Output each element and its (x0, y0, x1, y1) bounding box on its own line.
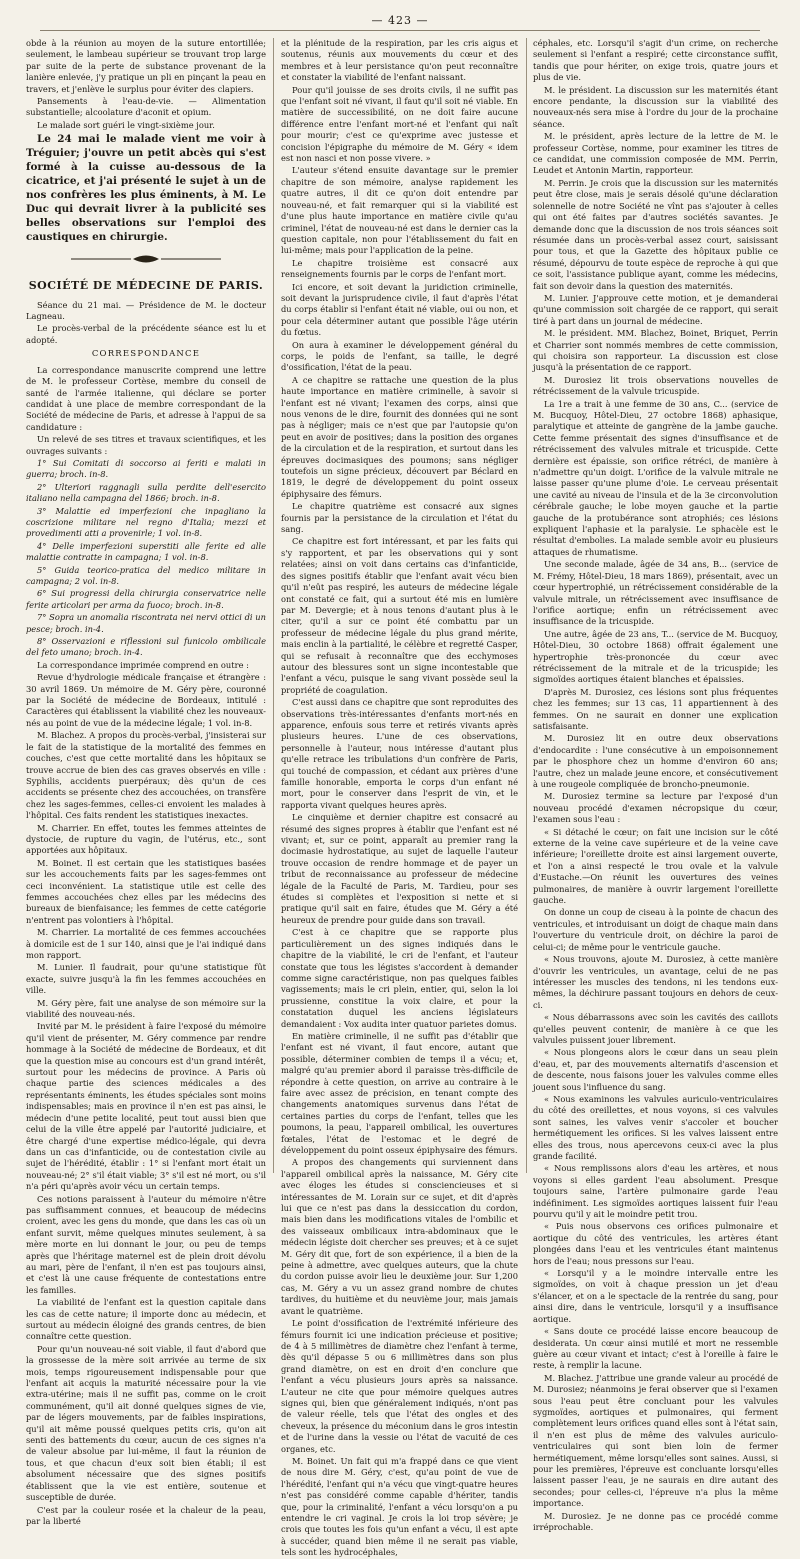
list-item: 3° Malattie ed imperfezioni che inpagliano la coscrizione militare nel regno d'Italia; mezzi et provedimenti atti a provenirle; 1 vol. in-8. (26, 505, 266, 539)
paragraph: M. Boinet. Il est certain que les statistiques basées sur les accouchements faits par les sages-femmes ont ceci inconvénient. La statistique utile est celle des femmes accouchées chez elles par les médecins des bureaux de bienfaisance; les femmes de cette catégorie n'entrent pas volontiers à l'hôpital. (26, 857, 266, 925)
paragraph: « Nous plongeons alors le cœur dans un seau plein d'eau, et, par des mouvements alternatifs d'ascension et de descente, nous faisons jouer les valvules comme elles jouent sous l'influence du sang. (533, 1047, 778, 1092)
paragraph: « Puis nous observons ces orifices pulmonaire et aortique du côté des ventricules, les artères étant plongées dans l'eau et les ventricules étant maintenus hors de l'eau; nous pressons sur l'eau. (533, 1221, 778, 1266)
paragraph: « Nous examinons les valvules auriculo-ventriculaires du côté des oreillettes, et nous voyons, si ces valvules sont saines, les valves venir s'accoler et boucher hermétiquement les orifices. Si les valves laissent entre elles des trous, nous apercevons ceux-ci avec la plus grande facilité. (533, 1093, 778, 1161)
paragraph: M. le président, après lecture de la lettre de M. le professeur Cortèse, nomme, pour examiner les titres de ce candidat, une commission composée de MM. Perrin, Leudet et Antonin Martin, rapporteur. (533, 131, 778, 176)
paragraph: Ici encore, et soit devant la juridiction criminelle, soit devant la jurisprudence civile, il faut d'après l'état du corps établir si l'enfant était né viable, oui ou non, et pour cela déterminer autant que possible l'âge utérin du fœtus. (281, 281, 518, 338)
paragraph: La 1re a trait à une femme de 30 ans, C... (service de M. Bucquoy, Hôtel-Dieu, 27 octobre 1868) aphasique, paralytique et atteinte de gangrène de la jambe gauche. Cette femme présentait des signes d'insuffisance et de rétrécissement des valvules mitrale et tricuspide. Cette dernière est épaissie, son orifice rétréci, de manière à n'admettre qu'un doigt. L'orifice de la valvule mitrale ne laisse passer qu'une plume d'oie. Le cerveau présentait une cavité au niveau de l'insula et de la 3e circonvolution cérébrale gauche; le lobe moyen gauche et la partie gauche de la protubérance sont atrophiés; ces lésions expliquent l'aphasie et la paralysie. Le sphacèle est le résultat d'embolies. La malade semble avoir eu plusieurs attaques de rhumatisme. (533, 398, 778, 557)
paragraph: On donne un coup de ciseau à la pointe de chacun des ventricules, et introduisant un doigt de chaque main dans l'ouverture du ventricule droit, on déchire la paroi de celui-ci; de même pour le ventricule gauche. (533, 907, 778, 952)
paragraph: M. Boinet. Un fait qui m'a frappé dans ce que vient de nous dire M. Géry, c'est, qu'au point de vue de l'hérédité, l'enfant qui n'a vécu que vingt-quatre heures n'est pas considéré comme capable d'hériter, tandis que, pour la criminalité, l'enfant a vécu lorsqu'on a pu entendre le cri vaginal. Je crois la loi trop sévère; je crois que toutes les fois qu'un enfant a vécu, il est apte à succéder, quand bien même il ne serait pas viable, tels sont les hydrocéphales, (281, 1455, 518, 1558)
paragraph: En matière criminelle, il ne suffit pas d'établir que l'enfant est né vivant, il faut encore, autant que possible, déterminer combien de temps il a vécu; et, malgré qu'au premier abord il paraisse très-difficile de répondre à cette question, on arrive au contraire à le faire avec assez de précision, en tenant compte des changements anatomiques survenus dans l'état de certaines parties du corps de l'enfant, telles que les poumons, la peau, l'appareil ombilical, les ouvertures fœtales, l'état de l'estomac et le degré de développement du point osseux épiphysaire des fémurs. (281, 1030, 518, 1155)
paragraph: M. Charrier. La mortalité de ces femmes accouchées à domicile est de 1 sur 140, ainsi que je l'ai indiqué dans mon rapport. (26, 927, 266, 960)
paragraph: M. Lunier. J'approuve cette motion, et je demanderai qu'une commission soit chargée de ce rapport, qui serait tiré à part dans un journal de médecine. (533, 292, 778, 326)
column-separator (273, 38, 274, 1173)
paragraph: L'auteur s'étend ensuite davantage sur le premier chapitre de son mémoire, analyse rapidement les quatre autres, il dit ce qu'on doit entendre par nouveau-né, et fait remarquer qui si la viabilité est d'une plus haute importance en matière civile qu'au criminel, l'état de nouveau-né est dans le dernier cas la question capitale, non pour l'établissement du fait en lui-même; mais pour l'application de la peine. (281, 165, 518, 256)
paragraph: C'est par la couleur rosée et la chaleur de la peau, par la liberté (26, 1504, 266, 1526)
paragraph: Le point d'ossification de l'extrémité inférieure des fémurs fournit ici une indication précieuse et positive; de 4 à 5 millimètres de diamètre chez l'enfant à terme, dès qu'il dépasse 5 ou 6 millimètres dans son plus grand diamètre, on est en droit d'en conclure que l'enfant a vécu plusieurs jours après sa naissance. L'auteur ne cite que pour mémoire quelques autres signes qui, bien que généralement indiqués, n'ont pas de valeur réelle, tels que l'état des ongles et des cheveux, la présence du méconium dans le gros intestin et de l'urine dans la vessie ou l'état de vacuité de ces organes, etc. (281, 1318, 518, 1454)
paragraph: M. Durosiez lit en outre deux observations d'endocardite : l'une consécutive à un empoisonnement par le phosphore chez un homme d'environ 60 ans; l'autre, chez un malade jeune encore, et consécutivement à une rougeole compliquée de broncho-pneumonie. (533, 733, 778, 789)
list-item: 5° Guida teorico-pratica del medico militare in campagna; 2 vol. in-8. (26, 564, 266, 586)
paragraph: A propos des changements qui surviennent dans l'appareil ombilical après la naissance, M. Géry cite avec éloges les études si consciencieuses et si intéressantes de M. Lorain sur ce sujet, et dit d'après lui que ce n'est pas dans la dessiccation du cordon, mais bien dans les modifications vitales de l'ombilic et des vaisseaux ombilicaux intra-abdominaux que le médecin légiste doit chercher ses preuves; et à ce sujet M. Géry dit que, fort de son expérience, il a bien de la peine à admettre, avec quelques auteurs, que la chute du cordon puisse avoir lieu le deuxième jour. Sur 1,200 cas, M. Géry a vu un assez grand nombre de chutes tardives, du huitième et du neuvième jour, mais jamais avant le quatrième. (281, 1157, 518, 1316)
paragraph: C'est à ce chapitre que se rapporte plus particulièrement un des signes indiqués dans le chapitre de la viabilité, le cri de l'enfant, et l'auteur constate que tous les légistes s'accordent à demander comme signe caractéristique, non pas quelques faibles vagissements; mais le cri plein, entier, qui, selon la loi prussienne, constitue la voix claire, et pour la constatation duquel les anciens législateurs demandaient : Vox audita inter quatuor parietes domus. (281, 927, 518, 1029)
paragraph: Le chapitre quatrième est consacré aux signes fournis par la persistance de la circulation et l'état du sang. (281, 501, 518, 535)
paragraph: La correspondance imprimée comprend en outre : (37, 659, 249, 670)
section-title: SOCIÉTÉ DE MÉDECINE DE PARIS. (28, 279, 264, 293)
header-rule (40, 30, 760, 31)
column-separator (526, 38, 527, 1173)
paragraph-bold: Le 24 mai le malade vient me voir à Tréguier; j'ouvre un petit abcès qui s'est formé à la cuisse au-dessous de la cicatrice, et j'ai présenté le sujet à un de nos confrères les plus éminents, à M. Le Duc qui devrait livrer à la publicité ses belles observations sur l'emploi des caustiques en chirurgie. (26, 133, 266, 244)
paragraph: Ces notions paraissent à l'auteur du mémoire n'être pas suffisamment connues, et beaucoup de médecins croient, avec les gens du monde, que dans les cas où un enfant survit, même quelques minutes seulement, à sa mère morte en lui donnant le jour, ou peu de temps après que l'héritage maternel est de plein droit dévolu au mari, père de l'enfant, il n'en est pas toujours ainsi, et c'est là une cause fréquente de contestations entre les familles. (26, 1193, 266, 1295)
paragraph: « Nous remplissons alors d'eau les artères, et nous voyons si elles gardent l'eau absolument. Presque toujours saine, l'artère pulmonaire garde l'eau indéfiniment. Les sigmoïdes aortiques laissent fuir l'eau pourvu qu'il y ait le moindre petit trou. (533, 1163, 778, 1220)
paragraph: M. Durosiez. Je ne donne pas ce procédé comme irréprochable. (533, 1510, 778, 1532)
paragraph: M. Perrin. Je crois que la discussion sur les maternités peut être close, mais je serais désolé qu'une déclaration solennelle de notre Société ne vînt pas s'ajouter à celles qui ont été faites par d'autres sociétés savantes. Je demande donc que la discussion de nos trois séances soit résumée dans un procès-verbal assez court, saisissant pour tous, et que la Gazette des hôpitaux publie ce résumé, dépourvu de toute espèce de reproche à qui que ce soit, l'assistance publique ayant, comme les médecins, fait son devoir dans la question des maternités. (533, 177, 778, 291)
paragraph: Pour qu'un nouveau-né soit viable, il faut d'abord que la grossesse de la mère soit arrivée au terme de six mois, temps rigoureusement indispensable pour que l'enfant ait acquis la maturité nécessaire pour la vie extra-utérine; mais il ne suffit pas, comme on le croit communément, qu'il ait donné quelques signes de vie, par de légers mouvements, par de faibles inspirations, qu'il ait même poussé quelques petits cris, qu'on ait senti des battements du cœur, aucun de ces signes n'a de valeur absolue par lui-même, il faut la réunion de tous, et que chacun d'eux soit bien établi; il est absolument nécessaire que des signes positifs établissent que la vie est entière, soutenue et susceptible de durée. (26, 1343, 266, 1503)
paragraph: Un relevé de ses titres et travaux scientifiques, et les ouvrages suivants : (26, 434, 266, 456)
list-item: 7° Sopra un anomalia riscontrata nei nervi ottici di un pesce; broch. in-4. (26, 612, 266, 634)
paragraph: M. Blachez. A propos du procès-verbal, j'insisterai sur le fait de la statistique de la mortalité des femmes en couches, c'est que cette mortalité dans les hôpitaux se trouve accrue de bien des cas graves observés en ville : Syphilis, accidents puerpéraux; dès qu'un de ces accidents se présente chez des accouchées, on transfère chez les sages-femmes, celles-ci envoient les malades à l'hôpital. Ces faits rendent les statistiques inexactes. (26, 730, 266, 821)
column-2 (281, 38, 518, 1558)
column-3 (533, 38, 778, 1532)
paragraph: Invité par M. le président à faire l'exposé du mémoire qu'il vient de présenter, M. Géry commence par rendre hommage à la Société de médecine de Bordeaux, et dit que la question mise au concours est d'un grand intérêt, surtout pour les médecins de province. A Paris où chaque partie des sciences médicales a des représentants éminents, les études spéciales sont moins indispensables; mais en province il n'en est pas ainsi, le médecin d'une petite localité, peut tout aussi bien que celui de la ville être appelé par l'autorité judiciaire, et être chargé d'une expertise médico-légale, qui devra dans un cas d'infanticide, ou de contestation civile au sujet de l'hérédité, établir : 1° si l'enfant mort était un nouveau-né; 2° s'il était viable; 3° s'il est né mort, ou s'il n'a péri qu'après avoir vécu un certain temps. (26, 1021, 266, 1192)
seance-line: Séance du 21 mai. — Présidence de M. le docteur Lagneau. (26, 299, 266, 322)
paragraph: La correspondance manuscrite comprend une lettre de M. le professeur Cortèse, membre du conseil de santé de l'armée italienne, qui déclare se porter candidat à une place de membre correspondant de la Société de médecine de Paris, et adresse à l'appui de sa candidature : (26, 364, 266, 432)
paragraph: Ce chapitre est fort intéressant, et par les faits qui s'y rapportent, et par les observations qui y sont relatées; ainsi on voit dans certains cas d'infanticide, des signes positifs établir que l'enfant avait vécu bien qu'il n'eût pas respiré, les auteurs de médecine légale ont constaté ce fait, qui a surtout été mis en lumière par M. Devergie; et à nous tenons d'autant plus à le citer, qu'il a sur ce point été combattu par un professeur de médecine légale du plus grand mérite, mais enclin à la partialité, le célèbre et regretté Casper, qui se refusait à reconnaître que des ecchymoses autour des blessures sont un signe incontestable que l'enfant a vécu, puisque le sang vivant possède seul la propriété de coagulation. (281, 536, 518, 695)
list-item: 6° Sui progressi della chirurgia conservatrice nelle ferite articolari per arma da fuoco; broch. in-8. (26, 588, 266, 610)
paragraph: obde à la réunion au moyen de la suture entortillée; seulement, le lambeau supérieur se trouvant trop large par suite de la perte de substance provenant de la lanière enlevée, j'y pratique un pli en pinçant la peau en travers, et j'enlève le surplus pour éviter des clapiers. (26, 38, 266, 94)
list-item: 4° Delle imperfezioni superstiti alle ferite ed alle malattie contratte in campagna; 1 vol. in-8. (26, 540, 266, 563)
paragraph: D'après M. Durosiez, ces lésions sont plus fréquentes chez les femmes; sur 13 cas, 11 appartiennent à des femmes. On ne saurait en donner une explication satisfaisante. (533, 686, 778, 731)
list-item: 1° Sui Comitati di soccorso ai feriti e malati in guerra; broch. in-8. (26, 457, 266, 480)
subheading-correspondance: CORRESPONDANCE (91, 349, 201, 360)
column-1 (26, 38, 266, 1526)
paragraph: Le chapitre troisième est consacré aux renseignements fournis par le corps de l'enfant mort. (281, 257, 518, 280)
paragraph: Revue d'hydrologie médicale française et étrangère : 30 avril 1869. Un mémoire de M. Géry père, couronné par la Société de médecine de Bordeaux, intitulé : Caractères qui établissent la viabilité chez les nouveaux-nés au point de vue de la médecine légale; 1 vol. in-8. (26, 672, 266, 728)
paragraph: Le malade sort guéri le vingt-sixième jour. (37, 119, 215, 130)
paragraph: M. le président. MM. Blachez, Boinet, Briquet, Perrin et Charrier sont nommés membres de cette commission, qui choisira son rapporteur. La discussion est close jusqu'à la présentation de ce rapport. (533, 328, 778, 373)
paragraph: M. Durosiez termine sa lecture par l'exposé d'un nouveau procédé d'examen nécropsique du cœur, l'examen sous l'eau : (533, 791, 778, 825)
paragraph: et la plénitude de la respiration, par les cris aigus et soutenus, réunis aux mouvements du cœur et des membres et à leur persistance qu'on peut reconnaître et constater la viabilité de l'enfant naissant. (281, 38, 518, 83)
paragraph: Le cinquième et dernier chapitre est consacré au résumé des signes propres à établir que l'enfant est né vivant; et, sur ce point, apparaît au premier rang la docimasie hydrostatique, au sujet de laquelle l'auteur trouve occasion de rendre hommage et de payer un tribut de reconnaissance au professeur de médecine légale de la Faculté de Paris, M. Tardieu, pour ses études si complètes et l'exposition si nette et si pratique qu'il sait en faire, études que M. Géry a été heureux de prendre pour guide dans son travail. (281, 812, 518, 925)
paragraph: M. le président. La discussion sur les maternités étant encore pendante, la discussion sur la viabilité des nouveaux-nés sera mise à l'ordre du jour de la prochaine séance. (533, 84, 778, 129)
paragraph: M. Durosiez lit trois observations nouvelles de rétrécissement de la valvule tricuspide. (533, 374, 778, 397)
paragraph: M. Charrier. En effet, toutes les femmes atteintes de dystocie, de rupture du vagin, de l'utérus, etc., sont apportées aux hôpitaux. (26, 822, 266, 856)
paragraph: Pansements à l'eau-de-vie. — Alimentation substantielle; alcoolature d'aconit et opium. (26, 96, 266, 118)
paragraph: A ce chapitre se rattache une question de la plus haute importance en matière criminelle, à savoir si l'enfant est né vivant; l'examen des corps, ainsi que nous venons de le dire, fournit des données qui ne sont pas à négliger; mais ce n'est que par l'autopsie qu'on peut en avoir de positives; dans la position des organes de la circulation et de la respiration, et surtout dans les épreuves docimasiques des poumons; sans négliger toutefois un signe précieux, découvert par Béclard en 1819, le degré de développement du point osseux épiphysaire des fémurs. (281, 374, 518, 499)
paragraph: M. Blachez. J'attribue une grande valeur au procédé de M. Durosiez; néanmoins je ferai observer que si l'examen sous l'eau peut être concluant pour les valvules sygmoïdes, aortiques et pulmonaires, qui ferment complètement leurs orifices quand elles sont à l'état sain, il n'en est plus de même des valvules auriculo-ventriculaires qui sont bien loin de fermer hermétiquement, même lorsqu'elles sont saines. Aussi, si pour les premières, l'épreuve est concluante lorsqu'elles laissent passer l'eau, je ne saurais en dire autant des secondes; pour celles-ci, l'épreuve n'a plus la même importance. (533, 1372, 778, 1509)
list-item: 8° Osservazioni e riflessioni sul funicolo ombilicale del feto umano; broch. in-4. (26, 636, 266, 658)
paragraph: « Nous trouvons, ajoute M. Durosiez, à cette manière d'ouvrir les ventricules, un avantage, celui de ne pas intéresser les muscles des tendons, ni les tendons eux-mêmes, la déchirure passant toujours en dehors de ceux-ci. (533, 954, 778, 1010)
paragraph: céphales, etc. Lorsqu'il s'agit d'un crime, on recherche seulement si l'enfant a respiré; cette circonstance suffit, tandis que pour hériter, on exige trois, quatre jours et plus de vie. (533, 38, 778, 83)
paragraph: « Nous débarrassons avec soin les cavités des caillots qu'elles peuvent contenir, de manière à ce que les valvules puissent jouer librement. (533, 1012, 778, 1045)
paragraph: « Sans doute ce procédé laisse encore beaucoup de desiderata. Un cœur ainsi mutilé et mort ne ressemble guère au cœur vivant et intact; c'est à l'oreille à faire le reste, à remplir la lacune. (533, 1326, 778, 1371)
list-item: 2° Ulteriori raggnagli sulla perdite dell'esercito italiano nella campagna del 1866; broch. in-8. (26, 481, 266, 504)
paragraph: Une seconde malade, âgée de 34 ans, B... (service de M. Frémy, Hôtel-Dieu, 18 mars 1869), présentait, avec un cœur hypertrophié, un rétrécissement considérable de la valvule mitrale, un rétrécissement avec insuffisance de l'orifice aortique; enfin un rétrécissement avec insuffisance de la tricuspide. (533, 559, 778, 627)
paragraph: M. Géry père, fait une analyse de son mémoire sur la viabilité des nouveau-nés. (26, 997, 266, 1020)
proces-verbal-line: Le procès-verbal de la précédente séance est lu et adopté. (26, 323, 266, 345)
page-number: — 423 — (371, 14, 429, 27)
paragraph: Pour qu'il jouisse de ses droits civils, il ne suffit pas que l'enfant soit né vivant, il faut qu'il soit né viable. En matière de successibilité, on ne doit faire aucune différence entre l'enfant mort-né et l'enfant qui naît pour mourir; c'est ce qu'exprime avec justesse et concision l'épigraphe du mémoire de M. Géry « idem est non nasci et non posse vivere. » (281, 84, 518, 164)
paragraph: On aura à examiner le développement général du corps, le poids de l'enfant, sa taille, le degré d'ossification, l'état de la peau. (281, 339, 518, 373)
paragraph: C'est aussi dans ce chapitre que sont reproduites des observations très-intéressantes d'enfants mort-nés en apparence, enfouis sous terre et retirés vivants après plusieurs heures. L'une de ces observations, personnelle à l'auteur, nous intéresse d'autant plus qu'elle retrace les tribulations d'un confrère de Paris, qui touché de compassion, et cédant aux prières d'une famille honorable, emporta le corps d'un enfant né mort, pour le conserver dans l'esprit de vin, et le rapporta vivant quelques heures après. (281, 697, 518, 810)
paragraph: La viabilité de l'enfant est la question capitale dans les cas de cette nature; il importe donc au médecin, et surtout au médecin éloigné des grands centres, de bien connaître cette question. (26, 1297, 266, 1342)
paragraph: M. Lunier. Il faudrait, pour qu'une statistique fût exacte, suivre jusqu'à la fin les femmes accouchées en ville. (26, 962, 266, 996)
paragraph: « Lorsqu'il y a le moindre intervalle entre les sigmoïdes, on voit à chaque pression un jet d'eau s'élancer, et on a le spectacle de la rentrée du sang, pour ainsi dire, dans le ventricule, lorsqu'il y a insuffisance aortique. (533, 1268, 778, 1324)
paragraph: « Si détaché le cœur; on fait une incision sur le côté externe de la veine cave supérieure et de la veine cave inférieure; l'oreillette droite est ainsi largement ouverte, et l'on a ainsi respecté le trou ovale et la valvule d'Eustache.—On réunit les ouvertures des veines pulmonaires, de manière à ouvrir largement l'oreillette gauche. (533, 826, 778, 906)
paragraph: Une autre, âgée de 23 ans, T... (service de M. Bucquoy, Hôtel-Dieu, 30 octobre 1868) offrait également une hypertrophie très-prononcée du cœur avec rétrécissement de la mitrale et de la tricuspide; les sigmoïdes aortiques étaient blanches et épaissies. (533, 628, 778, 685)
divider-ornament (26, 254, 266, 264)
